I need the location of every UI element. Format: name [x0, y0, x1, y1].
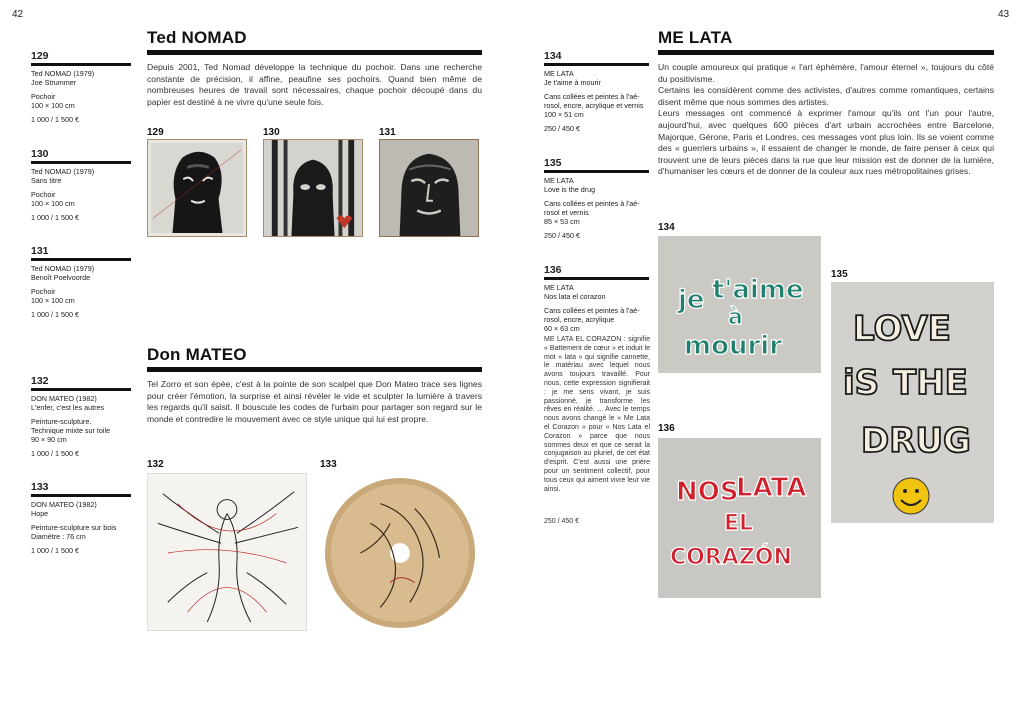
lot-rule [544, 63, 649, 66]
artwork-129-image [147, 139, 247, 237]
artwork-label-129: 129 [147, 127, 164, 138]
lot-135 [544, 157, 649, 240]
lot-rule [31, 494, 131, 497]
lot-rule [31, 161, 131, 164]
artwork-label-136: 136 [658, 423, 675, 434]
artwork-133-image [320, 473, 480, 633]
lot-artist: Ted NOMAD (1979) [31, 264, 95, 273]
lot-estimate: 250 / 450 € [544, 231, 580, 240]
lot-title: Nos lata el corazon [544, 292, 606, 301]
artwork-134-image [658, 236, 821, 373]
lot-rule [31, 388, 131, 391]
lot-technique: Peinture-sculpture sur bois [31, 523, 117, 532]
lot-technique: Cans collées et peintes à l'aé- [544, 92, 640, 101]
section-rule [147, 50, 482, 55]
lot-number: 131 [31, 245, 49, 257]
artwork-label-133: 133 [320, 459, 337, 470]
lot-technique: Peinture-sculpture. [31, 417, 92, 426]
art-word-mourir: mourir [684, 331, 783, 361]
lot-title: Love is the drug [544, 185, 596, 194]
art-word-love: LOVE [853, 309, 951, 349]
lot-dimensions: 85 × 53 cm [544, 217, 580, 226]
smiley-icon [893, 478, 929, 514]
artwork-131-image [379, 139, 479, 237]
section-rule [658, 50, 994, 55]
lot-number: 130 [31, 148, 49, 160]
lot-estimate: 1 000 / 1 500 € [31, 310, 79, 319]
lot-estimate: 1 000 / 1 500 € [31, 449, 79, 458]
art-word-corazon: CORAZÓN [670, 545, 792, 570]
artwork-label-132: 132 [147, 459, 164, 470]
lot-dimensions: Diamètre : 76 cm [31, 532, 86, 541]
lot-number: 133 [31, 481, 49, 493]
lot-artist: ME LATA [544, 283, 574, 292]
lot-136-estimate: 250 / 450 € [544, 518, 580, 525]
section-title-nomad: Ted NOMAD [147, 28, 247, 47]
nomad-description: Depuis 2001, Ted Nomad développe la technique du pochoir. Dans une recherche constante de précision, il affine, peaufine ses pochoirs. Quand bien même de nombreuses heures de travail sont nécessaires, chaque pochoir découpé dans du papier est destiné à ne vivre qu'une seule fois. [147, 62, 482, 107]
lot-title: Joe Strummer [31, 78, 77, 87]
lot-technique: Pochoir [31, 190, 56, 199]
artwork-label-130: 130 [263, 127, 280, 138]
art-word-is: iS [843, 363, 880, 403]
lata-description [658, 62, 994, 178]
lot-artist: Ted NOMAD (1979) [31, 69, 95, 78]
art-word-el: EL [724, 511, 754, 536]
artwork-136-image [658, 438, 821, 598]
lot-rule [544, 170, 649, 173]
art-word-a: à [728, 305, 743, 330]
artwork-132-image [147, 473, 307, 631]
artwork-label-135: 135 [831, 269, 848, 280]
lot-dimensions: 100 × 100 cm [31, 199, 75, 208]
lot-estimate: 1 000 / 1 500 € [31, 546, 79, 555]
lot-132 [31, 375, 131, 458]
lot-134 [544, 50, 649, 133]
section-title-lata: ME LATA [658, 28, 733, 47]
lot-artist: ME LATA [544, 176, 574, 185]
lot-estimate: 1 000 / 1 500 € [31, 213, 79, 222]
page-number-left: 42 [12, 9, 24, 20]
art-word-je: je [678, 285, 705, 315]
lot-technique: Pochoir [31, 92, 56, 101]
art-word-lata: LATA [736, 473, 807, 503]
lot-dimensions: 90 × 90 cm [31, 435, 67, 444]
lot-130 [31, 148, 131, 222]
lot-technique: Cans collées et peintes à l'aé- [544, 199, 640, 208]
lot-rule [31, 258, 131, 261]
mateo-description: Tel Zorro et son épée, c'est à la pointe de son scalpel que Don Mateo trace ses lignes pour créer l'émotion, la surprise et ainsi révéler le vide et sculpter la lumière à travers les regards qu'il saisit. Il bouscule les codes de l'urbain pour partager son regard sur le monde et contredire le mouvement avec ce style unique qui lui est propre. [147, 379, 482, 424]
lot-title: Sans titre [31, 176, 62, 185]
lot-131 [31, 245, 131, 319]
lot-129 [31, 50, 131, 124]
lot-dimensions: 60 × 63 cm [544, 324, 580, 333]
lot-136-note: ME LATA EL CORAZON : signifie « Battement de cœur » et induit le mot « lata » qui signifie cannette, le matériau avec lequel nous avons toujours travaillé. Pour nous, cette expression signifierait : je me sens vivant, je suis passionné, je transforme les rêves en réalité. ... Avec le temps nous avons changé le « Me Lata el Corazon » pour « Nos Lata el Corazon » parce que nous sommes deux et que ce serait la conjugaison au pluriel, de cet état d'esprit. C'est aussi une prière pour un sentiment collectif, pour tous ceux qui aiment vivre leur vie ainsi. [544, 336, 650, 493]
lot-estimate: 250 / 450 € [544, 124, 580, 133]
artwork-label-134: 134 [658, 222, 675, 233]
section-title-mateo: Don MATEO [147, 345, 247, 364]
art-word-taime: t'aime [712, 275, 804, 305]
section-rule [147, 367, 482, 372]
lot-number: 134 [544, 50, 562, 62]
lot-number: 135 [544, 157, 562, 169]
lot-133 [31, 481, 131, 555]
lot-artist: Ted NOMAD (1979) [31, 167, 95, 176]
lot-artist: ME LATA [544, 69, 574, 78]
page-number-right: 43 [998, 9, 1010, 20]
art-word-the: THE [893, 363, 968, 403]
lata-paragraph-3: Leurs messages ont commencé à exprimer l'amour qu'ils ont l'un pour l'autre, aujourd'hui, avec quelques 600 pièces d'art urbain accrochées entre Barcelone, Majorque, Gérone, Paris et Londres, ces messages vont plus loin. Ils se voient comme des « guerriers urbains », il essaient de changer le monde, de faire penser à ceux qui trouvent une de leurs pièces dans la rue que leur mission est de donner de la lumière, d'humaniser les cœurs et de donner de la couleur aux rues métropolitaines grises. [658, 108, 994, 177]
lot-number: 129 [31, 50, 49, 62]
lot-technique: Pochoir [31, 287, 56, 296]
artwork-135-image [831, 282, 994, 523]
lot-technique-detail: rosol et vernis [544, 208, 589, 217]
lot-number: 136 [544, 264, 562, 276]
art-word-drug: DRUG [861, 421, 971, 461]
lot-artist: DON MATEO (1982) [31, 394, 97, 403]
lot-dimensions: 100 × 100 cm [31, 296, 75, 305]
artwork-130-image [263, 139, 363, 237]
lot-technique: Cans collées et peintes à l'aé- [544, 306, 640, 315]
artwork-label-131: 131 [379, 127, 396, 138]
lot-rule [31, 63, 131, 66]
lot-title: Je t'aime à mourir [544, 78, 601, 87]
lot-rule [544, 277, 649, 280]
lot-136 [544, 264, 649, 333]
lot-number: 132 [31, 375, 49, 387]
lot-title: Benoît Poelvoorde [31, 273, 91, 282]
lot-dimensions: 100 × 51 cm [544, 110, 584, 119]
lot-title: L'enfer, c'est les autres [31, 403, 105, 412]
lata-paragraph-2: Certains les considèrent comme des activistes, d'autres comme romantiques, certains disent même que nous sommes des artistes. [658, 85, 994, 107]
lata-paragraph-1: Un couple amoureux qui pratique « l'art éphémère, l'amour éternel », toujours du côté du positivisme. [658, 62, 994, 84]
lot-estimate: 1 000 / 1 500 € [31, 115, 79, 124]
lot-title: Hope [31, 509, 49, 518]
lot-technique-detail: rosol, encre, acrylique et vernis [544, 101, 644, 110]
lot-dimensions: 100 × 100 cm [31, 101, 75, 110]
lot-technique-detail: Technique mixte sur toile [31, 426, 111, 435]
lot-technique-detail: rosol, encre, acrylique [544, 315, 615, 324]
lot-artist: DON MATEO (1982) [31, 500, 97, 509]
art-word-nos: NOS [676, 477, 739, 507]
